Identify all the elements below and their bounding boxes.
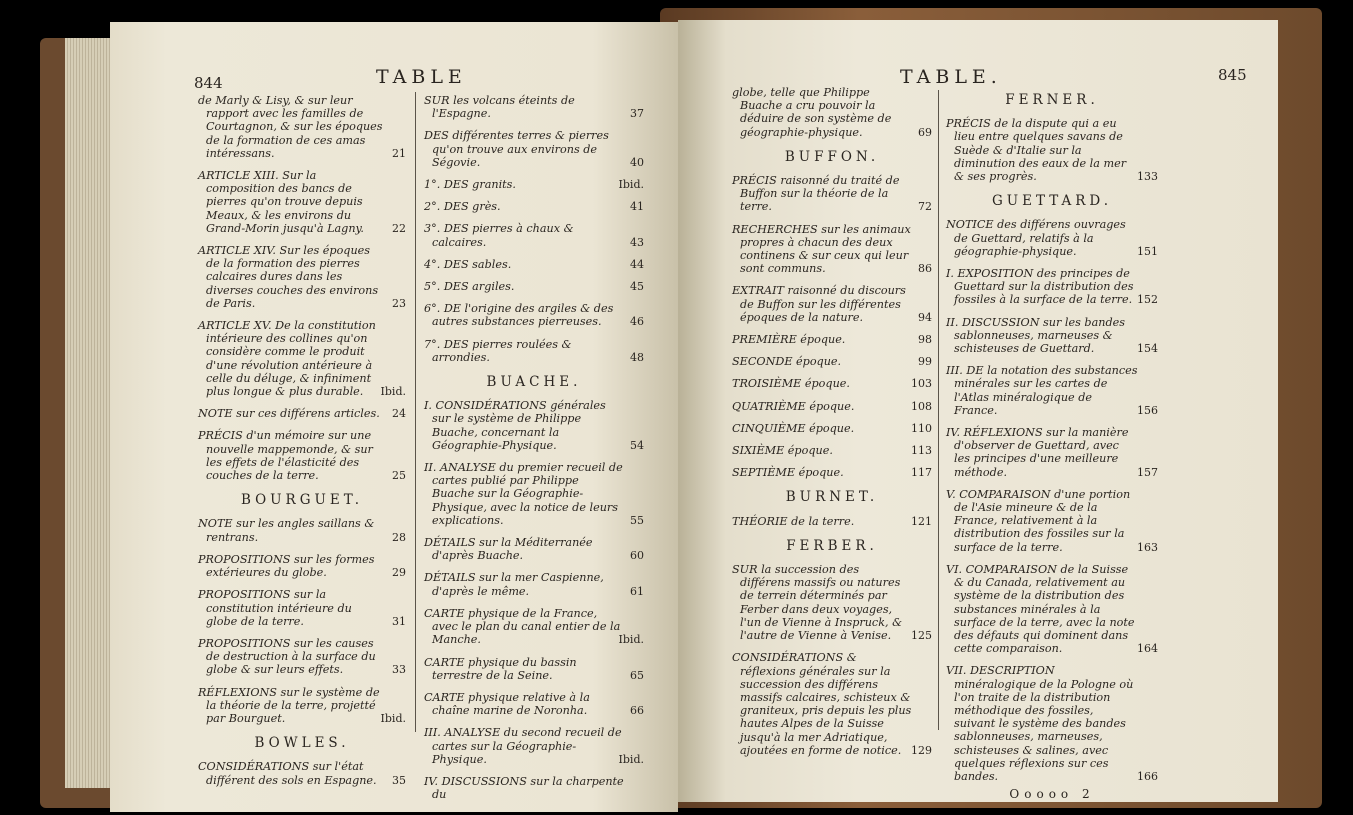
section-heading: FERNER. bbox=[1005, 92, 1099, 108]
entry-text: VI. COMPARAISON de la Suisse & du Canada, relativement au système de la distribution des substances minérales à la surface de la terre, avec la note des défauts qui dominent dans cette comparaison. bbox=[946, 562, 1135, 656]
entry-page-number: 24 bbox=[392, 407, 406, 421]
entry-text: III. ANALYSE du second recueil de cartes sur la Géographie-Physique. bbox=[424, 726, 622, 766]
entry-text: ARTICLE XIV. Sur les époques de la formation des pierres calcaires dures dans les diverses couches des environs de Paris. bbox=[198, 244, 379, 310]
toc-entry bbox=[732, 223, 932, 276]
right-page bbox=[678, 20, 1278, 802]
entry-text: RÉFLEXIONS sur le système de la théorie de la terre, projetté par Bourguet. bbox=[198, 685, 380, 725]
entry-page-number: 154 bbox=[1137, 342, 1158, 356]
entry-page-number: 31 bbox=[392, 614, 406, 628]
entry-page-number: 110 bbox=[911, 421, 932, 435]
toc-entry bbox=[198, 637, 406, 677]
toc-entry bbox=[424, 178, 644, 191]
entry-text: ARTICLE XV. De la constitution intérieure des collines qu'on considère comme le produit d'une révolution antérieure à celle du déluge, & infiniment plus longue & plus durable. bbox=[198, 319, 376, 399]
entry-text: NOTE sur les angles saillans & rentrans. bbox=[198, 517, 375, 544]
entry-text: SUR la succession des différens massifs ou natures de terrein déterminés par Ferber dans deux voyages, l'un de Vienne à Inspruck, & l'autre de Vienne à Venise. bbox=[732, 563, 903, 643]
entry-text: CARTE physique du bassin terrestre de la Seine. bbox=[424, 655, 577, 682]
toc-entry bbox=[198, 169, 406, 235]
entry-text: PRÉCIS d'un mémoire sur une nouvelle mappemonde, & sur les effets de l'élasticité des couches de la terre. bbox=[198, 429, 373, 483]
entry-page-number: 28 bbox=[392, 530, 406, 544]
entry-text: globe, telle que Philippe Buache a cru pouvoir la déduire de son système de géographie-physique. bbox=[732, 86, 892, 139]
section-heading: BUACHE. bbox=[486, 374, 582, 391]
left-column bbox=[732, 86, 932, 766]
entry-page-number: 40 bbox=[630, 155, 644, 169]
section-heading: BURNET. bbox=[785, 489, 879, 506]
right-column bbox=[946, 86, 1158, 801]
entry-page-number: Ibid. bbox=[618, 178, 644, 192]
entry-text: SECONDE époque. bbox=[732, 355, 842, 369]
section-heading: FERBER. bbox=[786, 537, 878, 554]
toc-entry bbox=[198, 588, 406, 628]
entry-page-number: 22 bbox=[392, 221, 406, 235]
section-heading: BUFFON. bbox=[784, 148, 880, 165]
entry-page-number: 129 bbox=[911, 743, 932, 757]
toc-entry bbox=[198, 429, 406, 482]
entry-page-number: 46 bbox=[630, 315, 644, 329]
entry-text: PRÉCIS raisonné du traité de Buffon sur la théorie de la terre. bbox=[732, 174, 900, 214]
toc-entry bbox=[946, 426, 1158, 479]
toc-entry bbox=[424, 94, 644, 120]
entry-page-number: 29 bbox=[392, 566, 406, 580]
entry-page-number: 60 bbox=[630, 549, 644, 563]
toc-entry bbox=[946, 664, 1158, 783]
toc-entry bbox=[732, 86, 932, 139]
entry-text: PRÉCIS de la dispute qui a eu lieu entre quelques savans de Suède & d'Italie sur la diminution des eaux de la mer & ses progrès. bbox=[946, 117, 1127, 184]
toc-entry bbox=[198, 94, 406, 160]
toc-entry bbox=[732, 563, 932, 642]
entry-text: VII. DESCRIPTION minéralogique de la Pologne où l'on traite de la distribution méthodique des fossiles, suivant le système des bandes sablonneuses, marneuses, schisteuses & salines, avec quelques réflexions sur ces bandes. bbox=[946, 664, 1134, 783]
entry-page-number: 43 bbox=[630, 235, 644, 249]
entry-text: RECHERCHES sur les animaux propres à chacun des deux continens & sur ceux qui leur sont communs. bbox=[732, 222, 911, 276]
right-column bbox=[424, 94, 644, 810]
entry-text: ARTICLE XIII. Sur la composition des bancs de pierres qu'on trouve depuis Meaux, & les environs du Grand-Morin jusqu'à Lagny. bbox=[198, 169, 364, 235]
toc-entry bbox=[424, 258, 644, 271]
entry-text: PROPOSITIONS sur les formes extérieures du globe. bbox=[198, 552, 375, 580]
toc-entry bbox=[732, 284, 932, 324]
column-divider bbox=[938, 90, 939, 730]
entry-page-number: 94 bbox=[918, 310, 932, 324]
toc-entry bbox=[198, 319, 406, 398]
entry-text: I. EXPOSITION des principes de Guettard sur la distribution des fossiles à la surface de la terre. bbox=[946, 267, 1134, 307]
entry-page-number: 61 bbox=[630, 584, 644, 598]
entry-text: IV. RÉFLEXIONS sur la manière d'observer de Guettard, avec les principes d'une meilleure méthode. bbox=[946, 426, 1129, 479]
entry-page-number: 108 bbox=[911, 399, 932, 413]
entry-text: 5°. DES argiles. bbox=[424, 280, 515, 294]
entry-page-number: 113 bbox=[911, 444, 932, 458]
entry-page-number: 151 bbox=[1137, 244, 1158, 258]
entry-page-number: 86 bbox=[918, 262, 932, 276]
entry-text: 1°. DES granits. bbox=[424, 178, 516, 192]
toc-entry bbox=[424, 200, 644, 213]
toc-entry bbox=[946, 218, 1158, 258]
entry-text: 4°. DES sables. bbox=[424, 257, 512, 271]
page-number: 845 bbox=[1218, 66, 1247, 84]
entry-text: NOTICE des différens ouvrages de Guettard, relatifs à la géographie-physique. bbox=[946, 218, 1126, 258]
toc-entry bbox=[424, 656, 644, 682]
entry-page-number: 33 bbox=[392, 663, 406, 677]
toc-entry bbox=[424, 691, 644, 717]
entry-page-number: 54 bbox=[630, 438, 644, 452]
entry-text: DES différentes terres & pierres qu'on trouve aux environs de Ségovie. bbox=[424, 129, 609, 169]
entry-text: II. ANALYSE du premier recueil de cartes publié par Philippe Buache sur la Géographie-Physique, avec la notice de leurs explications. bbox=[424, 461, 623, 527]
column-divider bbox=[415, 92, 416, 732]
entry-page-number: 72 bbox=[918, 200, 932, 214]
toc-entry bbox=[946, 488, 1158, 554]
entry-page-number: 69 bbox=[918, 125, 932, 139]
entry-page-number: 44 bbox=[630, 257, 644, 271]
entry-page-number: 66 bbox=[630, 704, 644, 718]
section-heading: BOURGUET. bbox=[240, 492, 364, 509]
toc-entry bbox=[424, 222, 644, 248]
entry-page-number: Ibid. bbox=[618, 752, 644, 766]
toc-entry bbox=[424, 775, 644, 801]
entry-page-number: 166 bbox=[1137, 769, 1158, 783]
entry-page-number: Ibid. bbox=[380, 385, 406, 399]
toc-entry bbox=[198, 553, 406, 579]
toc-entry bbox=[424, 399, 644, 452]
entry-page-number: 99 bbox=[918, 355, 932, 369]
toc-entry bbox=[732, 444, 932, 457]
entry-text: DÉTAILS sur la Méditerranée d'après Buache. bbox=[424, 536, 593, 563]
entry-text: CARTE physique relative à la chaîne marine de Noronha. bbox=[424, 690, 590, 718]
page-header: TABLE bbox=[376, 66, 467, 88]
entry-text: DÉTAILS sur la mer Caspienne, d'après le même. bbox=[424, 571, 604, 598]
toc-entry bbox=[198, 244, 406, 310]
left-column bbox=[198, 94, 406, 796]
toc-entry bbox=[732, 515, 932, 528]
entry-page-number: Ibid. bbox=[380, 711, 406, 725]
toc-entry bbox=[424, 571, 644, 597]
toc-entry bbox=[946, 364, 1158, 417]
toc-entry bbox=[424, 280, 644, 293]
toc-entry bbox=[198, 517, 406, 543]
toc-entry bbox=[946, 117, 1158, 183]
entry-text: CONSIDÉRATIONS & réflexions générales sur la succession des différens massifs calcaires, schisteux & graniteux, pris depuis les plus hautes Alpes de la Suisse jusqu'à la mer Adriatique, ajoutées en forme de notice. bbox=[732, 651, 912, 757]
toc-entry bbox=[732, 422, 932, 435]
entry-text: III. DE la notation des substances minérales sur les cartes de l'Atlas minéralogique de France. bbox=[946, 364, 1138, 417]
page-number: 844 bbox=[194, 74, 223, 92]
toc-entry bbox=[198, 407, 406, 420]
open-book bbox=[40, 8, 1322, 808]
toc-entry bbox=[946, 267, 1158, 307]
entry-text: CINQUIÈME époque. bbox=[732, 421, 855, 435]
entry-text: PROPOSITIONS sur la constitution intérieure du globe de la terre. bbox=[198, 588, 352, 628]
entry-page-number: 35 bbox=[392, 773, 406, 787]
entry-page-number: 98 bbox=[918, 333, 932, 347]
toc-entry bbox=[424, 129, 644, 169]
entry-text: CARTE physique de la France, avec le plan du canal entier de la Manche. bbox=[424, 606, 621, 647]
entry-page-number: 23 bbox=[392, 296, 406, 310]
entry-text: PREMIÈRE époque. bbox=[732, 333, 846, 347]
entry-page-number: 125 bbox=[911, 629, 932, 643]
entry-text: 2°. DES grès. bbox=[424, 200, 501, 214]
entry-text: TROISIÈME époque. bbox=[732, 377, 850, 391]
toc-entry bbox=[732, 377, 932, 390]
toc-entry bbox=[424, 607, 644, 647]
entry-text: SEPTIÈME époque. bbox=[732, 466, 844, 480]
toc-entry bbox=[732, 355, 932, 368]
entry-page-number: 65 bbox=[630, 668, 644, 682]
section-heading: GUETTARD. bbox=[991, 193, 1113, 210]
page-header: TABLE. bbox=[900, 66, 1002, 88]
toc-entry bbox=[732, 466, 932, 479]
toc-entry bbox=[732, 174, 932, 214]
toc-entry bbox=[424, 461, 644, 527]
entry-page-number: 21 bbox=[392, 146, 406, 160]
entry-page-number: 45 bbox=[630, 280, 644, 294]
toc-entry bbox=[424, 302, 644, 328]
entry-page-number: 157 bbox=[1137, 465, 1158, 479]
entry-text: 7°. DES pierres roulées & arrondies. bbox=[424, 337, 572, 364]
toc-entry bbox=[946, 563, 1158, 655]
entry-text: IV. DISCUSSIONS sur la charpente du bbox=[424, 774, 624, 802]
entry-text: de Marly & Lisy, & sur leur rapport avec les familles de Courtagnon, & sur les époques de la formation de ces amas intéressans. bbox=[198, 94, 383, 160]
left-page bbox=[110, 22, 678, 812]
entry-page-number: 164 bbox=[1137, 642, 1158, 656]
toc-entry bbox=[424, 338, 644, 364]
entry-page-number: 121 bbox=[911, 514, 932, 528]
signature-mark: Ooooo 2 bbox=[1009, 787, 1095, 802]
entry-page-number: 163 bbox=[1137, 540, 1158, 554]
toc-entry bbox=[198, 686, 406, 726]
entry-text: NOTE sur ces différens articles. bbox=[198, 407, 380, 421]
toc-entry bbox=[732, 333, 932, 346]
entry-page-number: Ibid. bbox=[618, 633, 644, 647]
entry-text: PROPOSITIONS sur les causes de destruction à la surface du globe & sur leurs effets. bbox=[198, 636, 376, 677]
entry-text: V. COMPARAISON d'une portion de l'Asie mineure & de la France, relativement à la distribution des fossiles sur la surface de la terre. bbox=[946, 487, 1131, 554]
entry-text: 6°. DE l'origine des argiles & des autres substances pierreuses. bbox=[424, 302, 614, 329]
toc-entry bbox=[424, 536, 644, 562]
entry-page-number: 103 bbox=[911, 377, 932, 391]
entry-page-number: 117 bbox=[911, 466, 932, 480]
toc-entry bbox=[946, 316, 1158, 356]
entry-text: I. CONSIDÉRATIONS générales sur le système de Philippe Buache, concernant la Géographie-Physique. bbox=[424, 399, 606, 452]
entry-text: SIXIÈME époque. bbox=[732, 444, 833, 458]
entry-text: SUR les volcans éteints de l'Espagne. bbox=[424, 94, 575, 121]
entry-page-number: 156 bbox=[1137, 403, 1158, 417]
toc-entry bbox=[424, 726, 644, 766]
toc-entry bbox=[732, 651, 932, 757]
toc-entry bbox=[198, 760, 406, 786]
toc-entry bbox=[732, 400, 932, 413]
entry-text: QUATRIÈME époque. bbox=[732, 399, 855, 413]
entry-page-number: 25 bbox=[392, 469, 406, 483]
entry-text: 3°. DES pierres à chaux & calcaires. bbox=[424, 222, 574, 249]
entry-page-number: 152 bbox=[1137, 293, 1158, 307]
section-heading: BOWLES. bbox=[254, 735, 350, 752]
entry-page-number: 133 bbox=[1137, 170, 1158, 184]
entry-page-number: 48 bbox=[630, 350, 644, 364]
entry-text: II. DISCUSSION sur les bandes sablonneuses, marneuses & schisteuses de Guettard. bbox=[946, 315, 1125, 356]
entry-text: THÉORIE de la terre. bbox=[732, 514, 855, 528]
entry-text: CONSIDÉRATIONS sur l'état différent des sols en Espagne. bbox=[198, 760, 377, 787]
entry-page-number: 37 bbox=[630, 107, 644, 121]
entry-page-number: 55 bbox=[630, 513, 644, 527]
entry-text: EXTRAIT raisonné du discours de Buffon sur les différentes époques de la nature. bbox=[732, 284, 906, 324]
entry-page-number: 41 bbox=[630, 200, 644, 214]
